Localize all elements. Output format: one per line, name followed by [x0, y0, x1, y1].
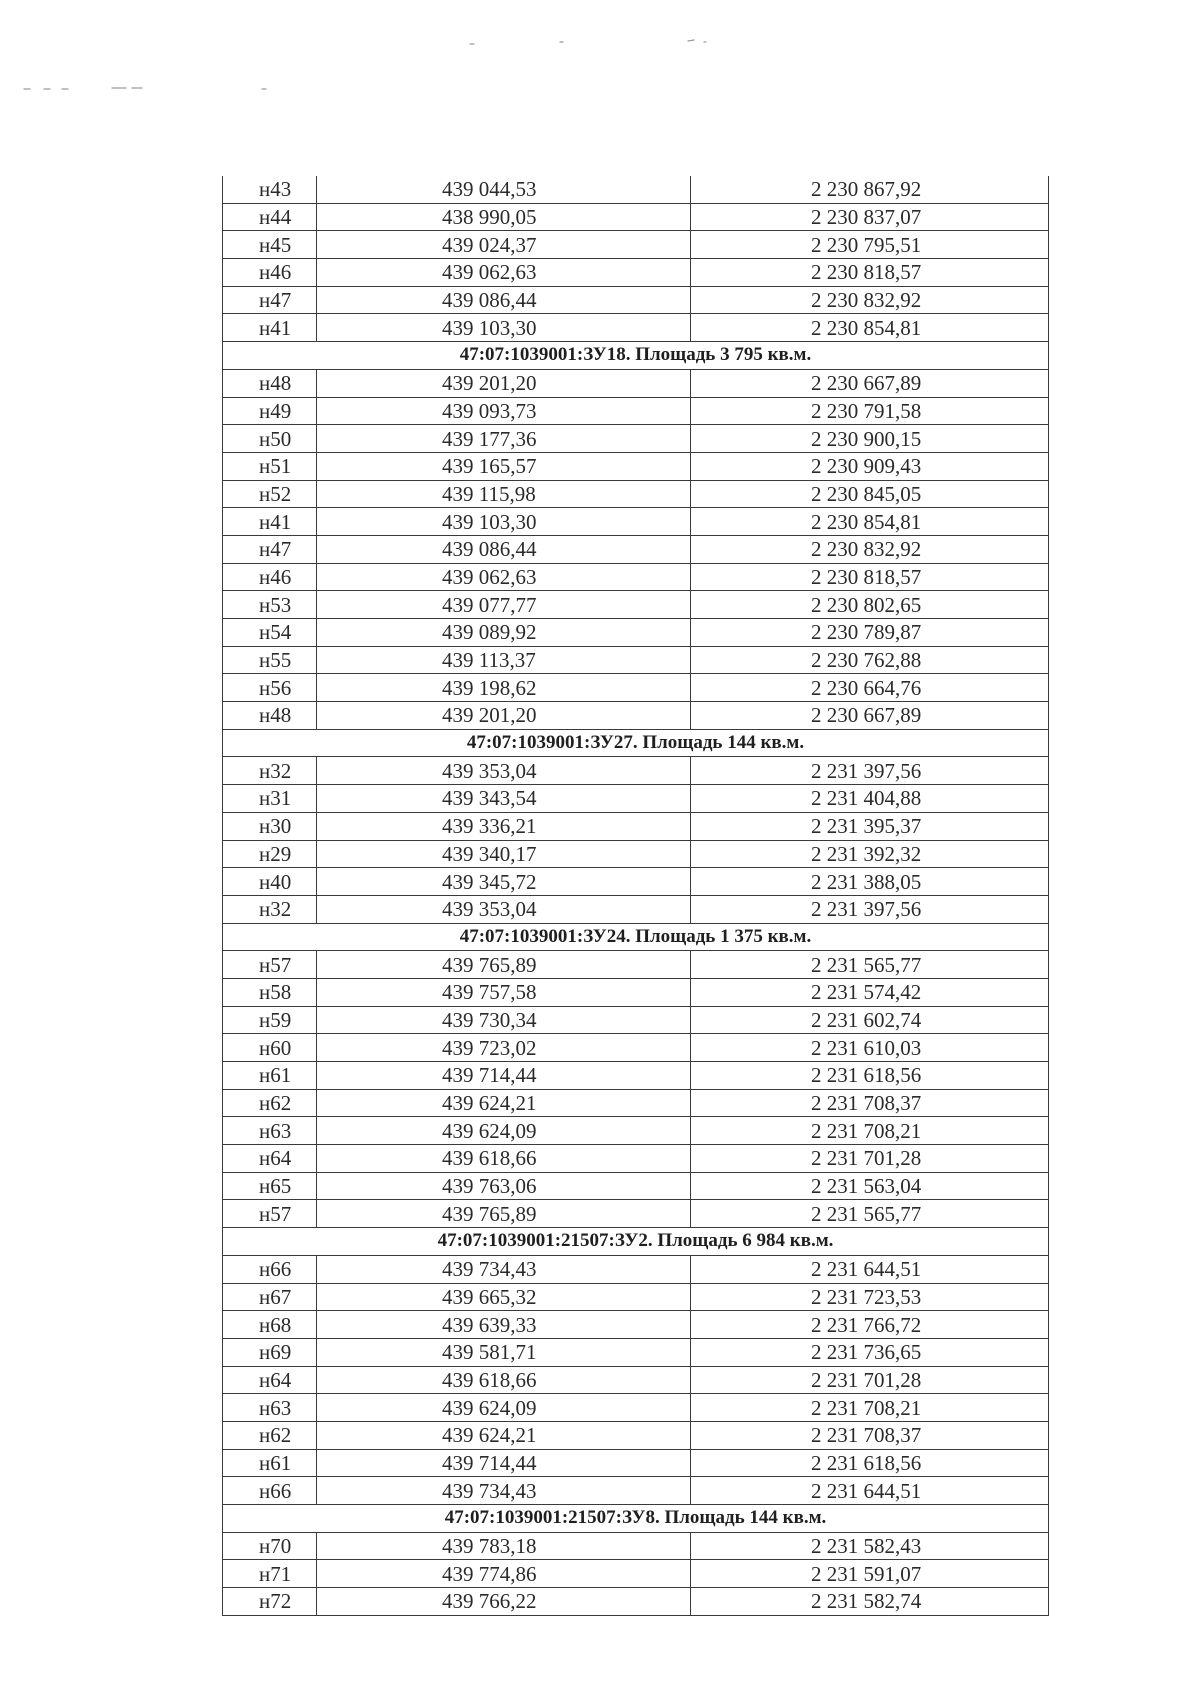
- x-coordinate-cell: 439 115,98: [317, 480, 691, 508]
- y-coordinate-cell: 2 230 832,92: [691, 286, 1049, 314]
- point-name-cell: н71: [223, 1560, 317, 1588]
- point-name-cell: н56: [223, 674, 317, 702]
- table-row: [223, 1200, 1049, 1228]
- y-coordinate-cell: 2 230 818,57: [691, 259, 1049, 287]
- table-row: [223, 702, 1049, 730]
- table-row: [223, 1560, 1049, 1588]
- x-coordinate-cell: 439 343,54: [317, 785, 691, 813]
- table-row: [223, 1532, 1049, 1560]
- y-coordinate-cell: 2 231 766,72: [691, 1311, 1049, 1339]
- table-row: [223, 619, 1049, 647]
- x-coordinate-cell: 439 581,71: [317, 1338, 691, 1366]
- section-title: 47:07:1039001:ЗУ27. Площадь 144 кв.м.: [223, 729, 1049, 757]
- table-row: [223, 868, 1049, 896]
- x-coordinate-cell: 439 765,89: [317, 1200, 691, 1228]
- table-row: [223, 1421, 1049, 1449]
- x-coordinate-cell: 439 618,66: [317, 1366, 691, 1394]
- y-coordinate-cell: 2 231 708,37: [691, 1421, 1049, 1449]
- point-name-cell: н41: [223, 314, 317, 342]
- section-title: 47:07:1039001:21507:ЗУ2. Площадь 6 984 кв.м.: [223, 1228, 1049, 1256]
- y-coordinate-cell: 2 231 602,74: [691, 1006, 1049, 1034]
- x-coordinate-cell: 439 734,43: [317, 1255, 691, 1283]
- y-coordinate-cell: 2 231 563,04: [691, 1172, 1049, 1200]
- x-coordinate-cell: 439 089,92: [317, 619, 691, 647]
- y-coordinate-cell: 2 231 582,43: [691, 1532, 1049, 1560]
- table-row: [223, 951, 1049, 979]
- y-coordinate-cell: 2 231 701,28: [691, 1366, 1049, 1394]
- point-name-cell: н61: [223, 1062, 317, 1090]
- table-row: [223, 1172, 1049, 1200]
- x-coordinate-cell: 439 734,43: [317, 1477, 691, 1505]
- y-coordinate-cell: 2 230 762,88: [691, 646, 1049, 674]
- section-header-row: [223, 729, 1049, 757]
- x-coordinate-cell: 439 165,57: [317, 452, 691, 480]
- y-coordinate-cell: 2 231 404,88: [691, 785, 1049, 813]
- point-name-cell: н66: [223, 1255, 317, 1283]
- point-name-cell: н47: [223, 535, 317, 563]
- point-name-cell: н57: [223, 1200, 317, 1228]
- x-coordinate-cell: 439 177,36: [317, 425, 691, 453]
- point-name-cell: н55: [223, 646, 317, 674]
- y-coordinate-cell: 2 230 854,81: [691, 314, 1049, 342]
- x-coordinate-cell: 439 336,21: [317, 812, 691, 840]
- section-header-row: [223, 923, 1049, 951]
- y-coordinate-cell: 2 231 397,56: [691, 757, 1049, 785]
- y-coordinate-cell: 2 230 789,87: [691, 619, 1049, 647]
- y-coordinate-cell: 2 231 723,53: [691, 1283, 1049, 1311]
- x-coordinate-cell: 439 783,18: [317, 1532, 691, 1560]
- point-name-cell: н62: [223, 1089, 317, 1117]
- x-coordinate-cell: 439 086,44: [317, 286, 691, 314]
- point-name-cell: н61: [223, 1449, 317, 1477]
- table-row: [223, 286, 1049, 314]
- table-row: [223, 314, 1049, 342]
- x-coordinate-cell: 439 774,86: [317, 1560, 691, 1588]
- y-coordinate-cell: 2 231 397,56: [691, 895, 1049, 923]
- point-name-cell: н60: [223, 1034, 317, 1062]
- point-name-cell: н62: [223, 1421, 317, 1449]
- x-coordinate-cell: 439 765,89: [317, 951, 691, 979]
- point-name-cell: н47: [223, 286, 317, 314]
- x-coordinate-cell: 439 345,72: [317, 868, 691, 896]
- section-header-row: [223, 1228, 1049, 1256]
- y-coordinate-cell: 2 231 701,28: [691, 1145, 1049, 1173]
- y-coordinate-cell: 2 231 708,21: [691, 1117, 1049, 1145]
- y-coordinate-cell: 2 230 837,07: [691, 203, 1049, 231]
- x-coordinate-cell: 439 714,44: [317, 1062, 691, 1090]
- point-name-cell: н45: [223, 231, 317, 259]
- y-coordinate-cell: 2 231 708,37: [691, 1089, 1049, 1117]
- coordinates-table: [222, 176, 1049, 1616]
- x-coordinate-cell: 439 103,30: [317, 314, 691, 342]
- y-coordinate-cell: 2 231 388,05: [691, 868, 1049, 896]
- point-name-cell: н72: [223, 1588, 317, 1616]
- table-row: [223, 895, 1049, 923]
- table-row: [223, 480, 1049, 508]
- point-name-cell: н64: [223, 1366, 317, 1394]
- x-coordinate-cell: 439 624,21: [317, 1421, 691, 1449]
- point-name-cell: н44: [223, 203, 317, 231]
- scan-artifacts: [0, 0, 1200, 120]
- table-row: [223, 1255, 1049, 1283]
- point-name-cell: н31: [223, 785, 317, 813]
- point-name-cell: н54: [223, 619, 317, 647]
- x-coordinate-cell: 439 763,06: [317, 1172, 691, 1200]
- table-row: [223, 369, 1049, 397]
- y-coordinate-cell: 2 230 667,89: [691, 702, 1049, 730]
- table-row: [223, 1588, 1049, 1616]
- x-coordinate-cell: 439 766,22: [317, 1588, 691, 1616]
- point-name-cell: н51: [223, 452, 317, 480]
- coordinates-table-body: [223, 176, 1049, 1615]
- table-row: [223, 1117, 1049, 1145]
- table-row: [223, 1062, 1049, 1090]
- x-coordinate-cell: 439 618,66: [317, 1145, 691, 1173]
- y-coordinate-cell: 2 231 565,77: [691, 951, 1049, 979]
- y-coordinate-cell: 2 231 618,56: [691, 1062, 1049, 1090]
- y-coordinate-cell: 2 230 867,92: [691, 176, 1049, 203]
- table-row: [223, 978, 1049, 1006]
- table-row: [223, 425, 1049, 453]
- x-coordinate-cell: 439 353,04: [317, 895, 691, 923]
- table-row: [223, 452, 1049, 480]
- table-row: [223, 1145, 1049, 1173]
- x-coordinate-cell: 439 723,02: [317, 1034, 691, 1062]
- table-row: [223, 757, 1049, 785]
- table-row: [223, 1449, 1049, 1477]
- section-title: 47:07:1039001:21507:ЗУ8. Площадь 144 кв.м.: [223, 1505, 1049, 1533]
- table-row: [223, 203, 1049, 231]
- x-coordinate-cell: 439 714,44: [317, 1449, 691, 1477]
- x-coordinate-cell: 439 624,21: [317, 1089, 691, 1117]
- x-coordinate-cell: 439 103,30: [317, 508, 691, 536]
- point-name-cell: н32: [223, 895, 317, 923]
- y-coordinate-cell: 2 230 818,57: [691, 563, 1049, 591]
- x-coordinate-cell: 439 198,62: [317, 674, 691, 702]
- y-coordinate-cell: 2 230 664,76: [691, 674, 1049, 702]
- x-coordinate-cell: 439 730,34: [317, 1006, 691, 1034]
- table-row: [223, 812, 1049, 840]
- table-row: [223, 176, 1049, 203]
- point-name-cell: н57: [223, 951, 317, 979]
- y-coordinate-cell: 2 231 392,32: [691, 840, 1049, 868]
- y-coordinate-cell: 2 231 708,21: [691, 1394, 1049, 1422]
- table-row: [223, 508, 1049, 536]
- point-name-cell: н48: [223, 369, 317, 397]
- x-coordinate-cell: 439 113,37: [317, 646, 691, 674]
- y-coordinate-cell: 2 230 832,92: [691, 535, 1049, 563]
- x-coordinate-cell: 439 044,53: [317, 176, 691, 203]
- x-coordinate-cell: 439 201,20: [317, 702, 691, 730]
- point-name-cell: н30: [223, 812, 317, 840]
- x-coordinate-cell: 439 624,09: [317, 1117, 691, 1145]
- y-coordinate-cell: 2 230 909,43: [691, 452, 1049, 480]
- point-name-cell: н65: [223, 1172, 317, 1200]
- y-coordinate-cell: 2 230 667,89: [691, 369, 1049, 397]
- section-title: 47:07:1039001:ЗУ18. Площадь 3 795 кв.м.: [223, 342, 1049, 370]
- y-coordinate-cell: 2 231 644,51: [691, 1477, 1049, 1505]
- point-name-cell: н67: [223, 1283, 317, 1311]
- table-row: [223, 1283, 1049, 1311]
- point-name-cell: н68: [223, 1311, 317, 1339]
- point-name-cell: н53: [223, 591, 317, 619]
- point-name-cell: н70: [223, 1532, 317, 1560]
- point-name-cell: н43: [223, 176, 317, 203]
- y-coordinate-cell: 2 231 644,51: [691, 1255, 1049, 1283]
- x-coordinate-cell: 439 353,04: [317, 757, 691, 785]
- table-row: [223, 1089, 1049, 1117]
- y-coordinate-cell: 2 231 565,77: [691, 1200, 1049, 1228]
- y-coordinate-cell: 2 230 854,81: [691, 508, 1049, 536]
- table-row: [223, 1034, 1049, 1062]
- y-coordinate-cell: 2 231 582,74: [691, 1588, 1049, 1616]
- x-coordinate-cell: 438 990,05: [317, 203, 691, 231]
- point-name-cell: н46: [223, 563, 317, 591]
- point-name-cell: н48: [223, 702, 317, 730]
- table-row: [223, 1394, 1049, 1422]
- table-row: [223, 1311, 1049, 1339]
- x-coordinate-cell: 439 093,73: [317, 397, 691, 425]
- point-name-cell: н63: [223, 1394, 317, 1422]
- x-coordinate-cell: 439 024,37: [317, 231, 691, 259]
- y-coordinate-cell: 2 230 795,51: [691, 231, 1049, 259]
- point-name-cell: н41: [223, 508, 317, 536]
- point-name-cell: н69: [223, 1338, 317, 1366]
- point-name-cell: н66: [223, 1477, 317, 1505]
- table-row: [223, 231, 1049, 259]
- x-coordinate-cell: 439 624,09: [317, 1394, 691, 1422]
- y-coordinate-cell: 2 230 900,15: [691, 425, 1049, 453]
- x-coordinate-cell: 439 757,58: [317, 978, 691, 1006]
- x-coordinate-cell: 439 340,17: [317, 840, 691, 868]
- table-row: [223, 397, 1049, 425]
- point-name-cell: н64: [223, 1145, 317, 1173]
- point-name-cell: н63: [223, 1117, 317, 1145]
- point-name-cell: н50: [223, 425, 317, 453]
- y-coordinate-cell: 2 231 591,07: [691, 1560, 1049, 1588]
- y-coordinate-cell: 2 230 802,65: [691, 591, 1049, 619]
- y-coordinate-cell: 2 231 395,37: [691, 812, 1049, 840]
- point-name-cell: н52: [223, 480, 317, 508]
- table-row: [223, 1338, 1049, 1366]
- y-coordinate-cell: 2 230 845,05: [691, 480, 1049, 508]
- table-row: [223, 785, 1049, 813]
- x-coordinate-cell: 439 086,44: [317, 535, 691, 563]
- x-coordinate-cell: 439 201,20: [317, 369, 691, 397]
- point-name-cell: н59: [223, 1006, 317, 1034]
- x-coordinate-cell: 439 062,63: [317, 259, 691, 287]
- y-coordinate-cell: 2 230 791,58: [691, 397, 1049, 425]
- y-coordinate-cell: 2 231 610,03: [691, 1034, 1049, 1062]
- table-row: [223, 259, 1049, 287]
- table-row: [223, 591, 1049, 619]
- y-coordinate-cell: 2 231 574,42: [691, 978, 1049, 1006]
- table-row: [223, 1366, 1049, 1394]
- table-row: [223, 563, 1049, 591]
- point-name-cell: н32: [223, 757, 317, 785]
- table-row: [223, 646, 1049, 674]
- section-title: 47:07:1039001:ЗУ24. Площадь 1 375 кв.м.: [223, 923, 1049, 951]
- point-name-cell: н49: [223, 397, 317, 425]
- point-name-cell: н46: [223, 259, 317, 287]
- table-row: [223, 535, 1049, 563]
- section-header-row: [223, 1505, 1049, 1533]
- table-row: [223, 840, 1049, 868]
- table-row: [223, 1006, 1049, 1034]
- point-name-cell: н58: [223, 978, 317, 1006]
- x-coordinate-cell: 439 639,33: [317, 1311, 691, 1339]
- table-row: [223, 1477, 1049, 1505]
- x-coordinate-cell: 439 665,32: [317, 1283, 691, 1311]
- section-header-row: [223, 342, 1049, 370]
- y-coordinate-cell: 2 231 736,65: [691, 1338, 1049, 1366]
- x-coordinate-cell: 439 077,77: [317, 591, 691, 619]
- point-name-cell: н29: [223, 840, 317, 868]
- x-coordinate-cell: 439 062,63: [317, 563, 691, 591]
- y-coordinate-cell: 2 231 618,56: [691, 1449, 1049, 1477]
- point-name-cell: н40: [223, 868, 317, 896]
- table-row: [223, 674, 1049, 702]
